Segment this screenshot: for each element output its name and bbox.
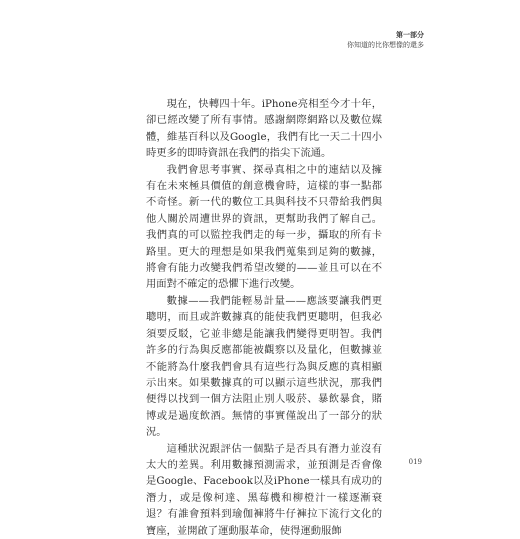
running-header (347, 30, 424, 50)
paragraph: 數據——我們能輕易計量——應該要讓我們更聰明，而且或許數據真的能使我們更聰明，但我必須要反駁，它並非總是能讓我們變得更明智。我們許多的行為與反應都能被觀察以及量化，但數據並不能將為什麼我們會具有這些行為與反應的真相顯示出來。如果數據真的可以顯示這些狀況，那我們便得以找到一個方法阻止別人吸菸、暴飲暴食，賭博或是過度飲酒。無情的事實僅說出了一部分的狀況。 (146, 294, 382, 439)
paragraph: 這種狀況跟評估一個點子是否具有潛力並沒有太大的差異。利用數據預測需求，並預測是否會像是Google、Facebook以及iPhone一樣具有成功的潛力，或是像柯達、黑莓機和柳橙汁一樣逐漸衰退？有誰會預料到瑜伽褲將牛仔褲拉下流行文化的寶座，並開啟了運動服革命，使得運動服飾 (146, 442, 382, 537)
header-chapter-title: 你知道的比你想像的還多 (347, 41, 424, 49)
paragraph: 現在，快轉四十年。iPhone亮相至今才十年，卻已經改變了所有事情。感謝網際網路以及數位媒體，維基百科以及Google，我們有比一天二十四小時更多的即時資訊在我們的指尖下流通。 (146, 98, 382, 160)
page-number: 019 (408, 458, 422, 466)
header-part-label: 第一部分 (396, 30, 424, 39)
paragraph: 我們會思考事實、探尋真相之中的連結以及擁有在未來極具價值的創意機會時，這樣的事一點都不奇怪。新一代的數位工具與科技不只帶給我們與他人關於周遭世界的資訊，更幫助我們了解自己。我們真的可以監控我們走的每一步，攝取的所有卡路里。更大的理想是如果我們蒐集到足夠的數據，將會有能力改變我們希望改變的——並且可以在不用面對不確定的恐懼下進行改變。 (146, 163, 382, 291)
body-text (146, 96, 382, 539)
